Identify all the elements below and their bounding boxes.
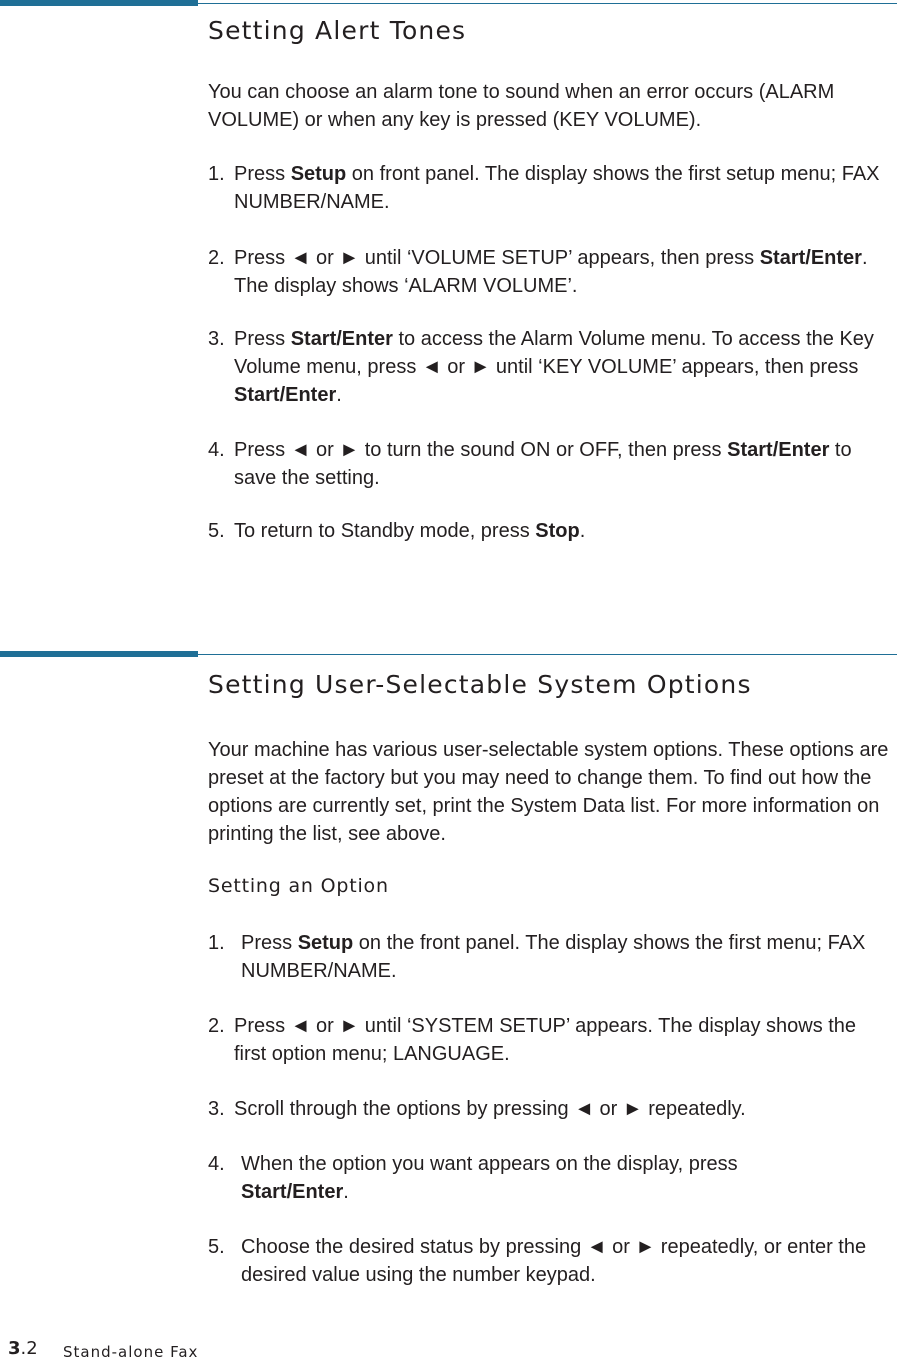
list-item (208, 1012, 868, 1068)
list-item (208, 517, 896, 545)
section-rule-accent (0, 0, 198, 6)
section-title: Setting Alert Tones (208, 16, 467, 45)
step-number: 3. (208, 1098, 225, 1120)
step-text: To return to Standby mode, press Stop. (234, 520, 586, 542)
subsection-title: Setting an Option (208, 875, 389, 897)
step-text: Scroll through the options by pressing ◄ or ► repeatedly. (234, 1098, 746, 1120)
step-text: Press Setup on front panel. The display shows the first setup menu; FAX NUMBER/NAME. (234, 163, 880, 213)
section-intro: You can choose an alarm tone to sound when an error occurs (ALARM VOLUME) or when any key is pressed (KEY VOLUME). (208, 81, 835, 131)
step-number: 4. (208, 1153, 225, 1175)
step-text: Press Start/Enter to access the Alarm Volume menu. To access the Key Volume menu, press ◄ or ► until ‘KEY VOLUME’ appears, then press Start/Enter. (234, 328, 874, 406)
step-number: 5. (208, 1236, 225, 1258)
list-item (208, 244, 896, 300)
step-number: 1. (208, 932, 225, 954)
step-number: 2. (208, 1015, 225, 1037)
list-item (208, 1150, 808, 1206)
footer-chapter-title: Stand-alone Fax (63, 1343, 199, 1361)
step-text: Press ◄ or ► to turn the sound ON or OFF, then press Start/Enter to save the setting. (234, 439, 852, 489)
step-text: Press ◄ or ► until ‘VOLUME SETUP’ appears, then press Start/Enter. The display shows ‘ALARM VOLUME’. (234, 247, 868, 297)
step-text: Press Setup on the front panel. The display shows the first menu; FAX NUMBER/NAME. (241, 932, 866, 982)
list-item (208, 1233, 878, 1289)
section-title: Setting User-Selectable System Options (208, 670, 752, 699)
step-number: 5. (208, 520, 225, 542)
step-number: 3. (208, 328, 225, 350)
list-item (208, 160, 896, 216)
section-intro: Your machine has various user-selectable system options. These options are preset at the factory but you may need to change them. To find out how the options are currently set, print the System Data list. For more information on printing the list, see above. (208, 739, 889, 845)
list-item (208, 325, 896, 409)
page-number: 3.2 (8, 1338, 38, 1359)
step-text: Press ◄ or ► until ‘SYSTEM SETUP’ appears. The display shows the first option menu; LANGUAGE. (234, 1015, 857, 1065)
section-rule-accent (0, 651, 198, 657)
list-item (208, 929, 896, 985)
section-rule-line (198, 3, 897, 4)
step-text: When the option you want appears on the display, press Start/Enter. (241, 1153, 738, 1203)
step-number: 1. (208, 163, 225, 185)
list-item (208, 1095, 896, 1123)
step-number: 2. (208, 247, 225, 269)
section-rule-line (198, 654, 897, 655)
list-item (208, 436, 896, 492)
step-text: Choose the desired status by pressing ◄ or ► repeatedly, or enter the desired value using the number keypad. (241, 1236, 867, 1286)
step-number: 4. (208, 439, 225, 461)
